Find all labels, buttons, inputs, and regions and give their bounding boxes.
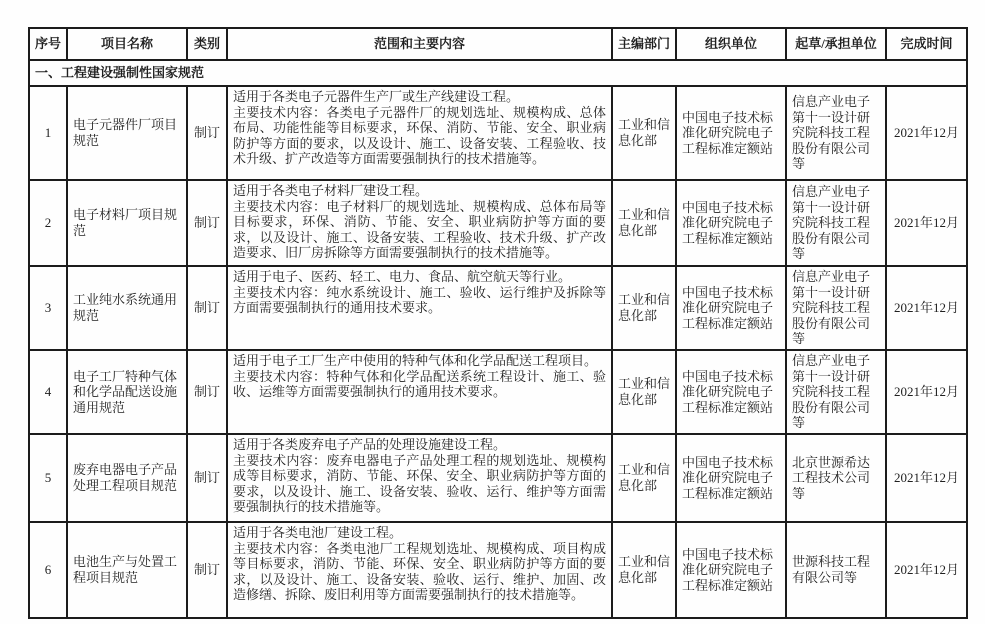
cell-scope-content: [227, 180, 612, 266]
cell-project-name: 电池生产与处置工程项目规范: [67, 522, 187, 618]
header-project-name: 项目名称: [67, 28, 187, 60]
cell-draft-unit: 信息产业电子第十一设计研究院科技工程股份有限公司等: [786, 350, 886, 434]
cell-draft-unit: 信息产业电子第十一设计研究院科技工程股份有限公司等: [786, 180, 886, 266]
cell-project-name: 电子元器件厂项目规范: [67, 86, 187, 180]
cell-draft-unit: 北京世源希达工程技术公司等: [786, 434, 886, 522]
cell-project-name: 电子工厂特种气体和化学品配送设施通用规范: [67, 350, 187, 434]
cell-category: 制订: [187, 86, 227, 180]
scope-main-content: 主要技术内容：各类电池厂工程规划选址、规模构成、项目构成等目标要求，消防、节能、环保、安全、职业病防护等方面的要求，以及设计、施工、设备安装、验收、运行、维护、加固、改造修缮、拆除、废旧利用等方面需要强制执行的技术措施等。: [233, 540, 606, 603]
scope-applicability: 适用于各类电子材料厂建设工程。: [233, 183, 429, 198]
cell-seq-no: 3: [29, 266, 67, 350]
cell-chief-dept: 工业和信息化部: [612, 434, 676, 522]
table-row: [29, 350, 967, 434]
section-title-row: [29, 60, 967, 86]
scope-main-content: 主要技术内容：纯水系统设计、施工、验收、运行维护及拆除等方面需要强制执行的通用技术要求。: [233, 284, 606, 316]
header-category: 类别: [187, 28, 227, 60]
cell-finish-time: 2021年12月: [886, 86, 967, 180]
cell-org-unit: 中国电子技术标准化研究院电子工程标准定额站: [676, 522, 786, 618]
cell-org-unit: 中国电子技术标准化研究院电子工程标准定额站: [676, 266, 786, 350]
scope-applicability: 适用于电子、医药、轻工、电力、食品、航空航天等行业。: [233, 269, 572, 284]
cell-org-unit: 中国电子技术标准化研究院电子工程标准定额站: [676, 350, 786, 434]
cell-seq-no: 5: [29, 434, 67, 522]
cell-scope-content: [227, 266, 612, 350]
cell-finish-time: 2021年12月: [886, 522, 967, 618]
cell-chief-dept: 工业和信息化部: [612, 180, 676, 266]
cell-finish-time: 2021年12月: [886, 350, 967, 434]
scope-applicability: 适用于各类电子元器件生产厂或生产线建设工程。: [233, 89, 520, 104]
cell-category: 制订: [187, 180, 227, 266]
header-seq-no: 序号: [29, 28, 67, 60]
table-row: [29, 266, 967, 350]
cell-project-name: 工业纯水系统通用规范: [67, 266, 187, 350]
cell-org-unit: 中国电子技术标准化研究院电子工程标准定额站: [676, 86, 786, 180]
cell-project-name: 废弃电器电子产品处理工程项目规范: [67, 434, 187, 522]
scope-applicability: 适用于各类电池厂建设工程。: [233, 524, 403, 540]
cell-category: 制订: [187, 522, 227, 618]
table-row: [29, 86, 967, 180]
header-org-unit: 组织单位: [676, 28, 786, 60]
cell-scope-content: [227, 86, 612, 180]
cell-category: 制订: [187, 266, 227, 350]
scope-applicability: 适用于电子工厂生产中使用的特种气体和化学品配送工程项目。: [233, 352, 598, 368]
cell-finish-time: 2021年12月: [886, 434, 967, 522]
section-title: 一、工程建设强制性国家规范: [29, 60, 967, 86]
scope-main-content: 主要技术内容：各类电子元器件厂的规划选址、规模构成、总体布局、功能性能等目标要求，环保、消防、节能、安全、职业病防护等方面的要求，以及设计、施工、设备安装、工程验收、技术升级、扩产改造等方面需要强制执行的技术措施等。: [233, 104, 606, 167]
cell-draft-unit: 信息产业电子第十一设计研究院科技工程股份有限公司等: [786, 266, 886, 350]
cell-finish-time: 2021年12月: [886, 266, 967, 350]
cell-org-unit: 中国电子技术标准化研究院电子工程标准定额站: [676, 180, 786, 266]
header-chief-dept: 主编部门: [612, 28, 676, 60]
cell-draft-unit: 信息产业电子第十一设计研究院科技工程股份有限公司等: [786, 86, 886, 180]
cell-chief-dept: 工业和信息化部: [612, 266, 676, 350]
cell-chief-dept: 工业和信息化部: [612, 522, 676, 618]
cell-seq-no: 2: [29, 180, 67, 266]
cell-chief-dept: 工业和信息化部: [612, 350, 676, 434]
cell-scope-content: [227, 434, 612, 522]
table-header-row: [29, 28, 967, 60]
cell-category: 制订: [187, 434, 227, 522]
scope-applicability: 适用于各类废弃电子产品的处理设施建设工程。: [233, 436, 507, 452]
header-scope-content: 范围和主要内容: [227, 28, 612, 60]
header-finish-time: 完成时间: [886, 28, 967, 60]
cell-seq-no: 6: [29, 522, 67, 618]
cell-project-name: 电子材料厂项目规范: [67, 180, 187, 266]
scope-main-content: 主要技术内容：电子材料厂的规划选址、规模构成、总体布局等目标要求，环保、消防、节能、安全、职业病防护等方面的要求，以及设计、施工、设备安装、工程验收、技术升级、扩产改造要求、旧厂房拆除等方面需要强制执行的技术措施等。: [233, 198, 606, 261]
cell-category: 制订: [187, 350, 227, 434]
cell-scope-content: [227, 350, 612, 434]
cell-org-unit: 中国电子技术标准化研究院电子工程标准定额站: [676, 434, 786, 522]
scope-main-content: 主要技术内容：废弃电器电子产品处理工程的规划选址、规模构成等目标要求，消防、节能、环保、安全、职业病防护等方面的要求，以及设计、施工、设备安装、验收、运行、维护等方面需要强制执行的技术措施等。: [233, 452, 606, 515]
table-row: [29, 434, 967, 522]
scope-main-content: 主要技术内容：特种气体和化学品配送系统工程设计、施工、验收、运维等方面需要强制执行的通用技术要求。: [233, 368, 606, 400]
cell-scope-content: [227, 522, 612, 618]
standards-plan-table: [28, 27, 968, 619]
cell-draft-unit: 世源科技工程有限公司等: [786, 522, 886, 618]
header-draft-unit: 起草/承担单位: [786, 28, 886, 60]
cell-chief-dept: 工业和信息化部: [612, 86, 676, 180]
table-row: [29, 522, 967, 618]
cell-seq-no: 1: [29, 86, 67, 180]
table-row: [29, 180, 967, 266]
cell-seq-no: 4: [29, 350, 67, 434]
cell-finish-time: 2021年12月: [886, 180, 967, 266]
